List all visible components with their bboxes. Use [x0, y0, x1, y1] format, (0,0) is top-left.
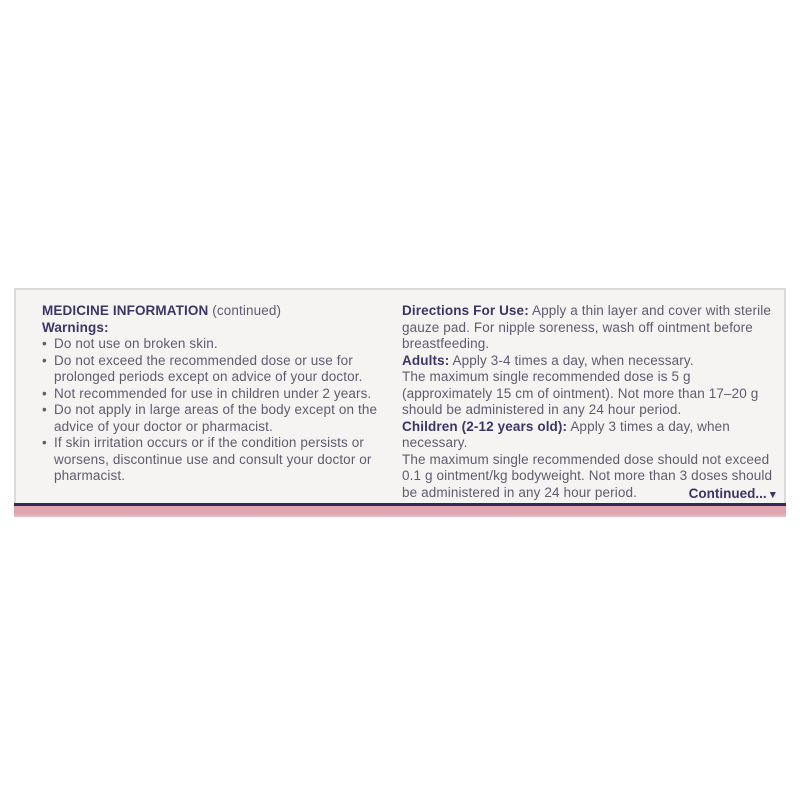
pink-accent-band — [14, 506, 786, 517]
medicine-information-panel — [14, 288, 786, 503]
children-dose-text: The maximum single recommended dose should not exceed 0.1 g ointment/kg bodyweight. Not more than 3 doses should be administered in any 24 hour period. — [402, 451, 773, 500]
warnings-list — [42, 336, 402, 485]
warning-item: • Not recommended for use in children under 2 years. — [42, 386, 402, 403]
directions-label: Directions For Use: — [402, 303, 529, 318]
directions-column — [402, 303, 784, 501]
panel-title-suffix: (continued) — [212, 303, 282, 318]
panel-title-bold: MEDICINE INFORMATION — [42, 303, 209, 318]
directions-paragraph — [402, 303, 780, 353]
warning-item: • If skin irritation occurs or if the condition persists or worsens, discontinue use and consult your doctor or pharmacist. — [42, 435, 402, 485]
continued-indicator — [689, 486, 778, 503]
children-text: Apply 3 times a day, when necessary. — [402, 418, 730, 450]
down-triangle-icon: ▼ — [767, 489, 778, 501]
panel-title — [42, 303, 402, 320]
panel-columns — [16, 290, 784, 501]
adults-text: Apply 3-4 times a day, when necessary. — [452, 352, 694, 368]
warnings-heading: Warnings: — [42, 319, 109, 335]
children-label: Children (2-12 years old): — [402, 418, 568, 434]
warnings-column — [42, 303, 402, 501]
directions-text: Apply a thin layer and cover with sterile gauze pad. For nipple soreness, wash off ointment before breastfeeding. — [402, 303, 771, 351]
warning-item: • Do not exceed the recommended dose or use for prolonged periods except on advice of your doctor. — [42, 353, 402, 386]
directions-paragraph — [402, 419, 780, 452]
adults-dose-text: The maximum single recommended dose is 5 g (approximately 15 cm of ointment). Not more than 17–20 g should be administered in any 24 hour period. — [402, 369, 759, 417]
directions-paragraph — [402, 369, 780, 419]
continued-label: Continued... — [688, 486, 767, 501]
directions-paragraph — [402, 353, 780, 370]
adults-label: Adults: — [402, 352, 450, 368]
warning-item: • Do not use on broken skin. — [42, 336, 402, 353]
warning-item: • Do not apply in large areas of the body except on the advice of your doctor or pharmacist. — [42, 402, 402, 435]
